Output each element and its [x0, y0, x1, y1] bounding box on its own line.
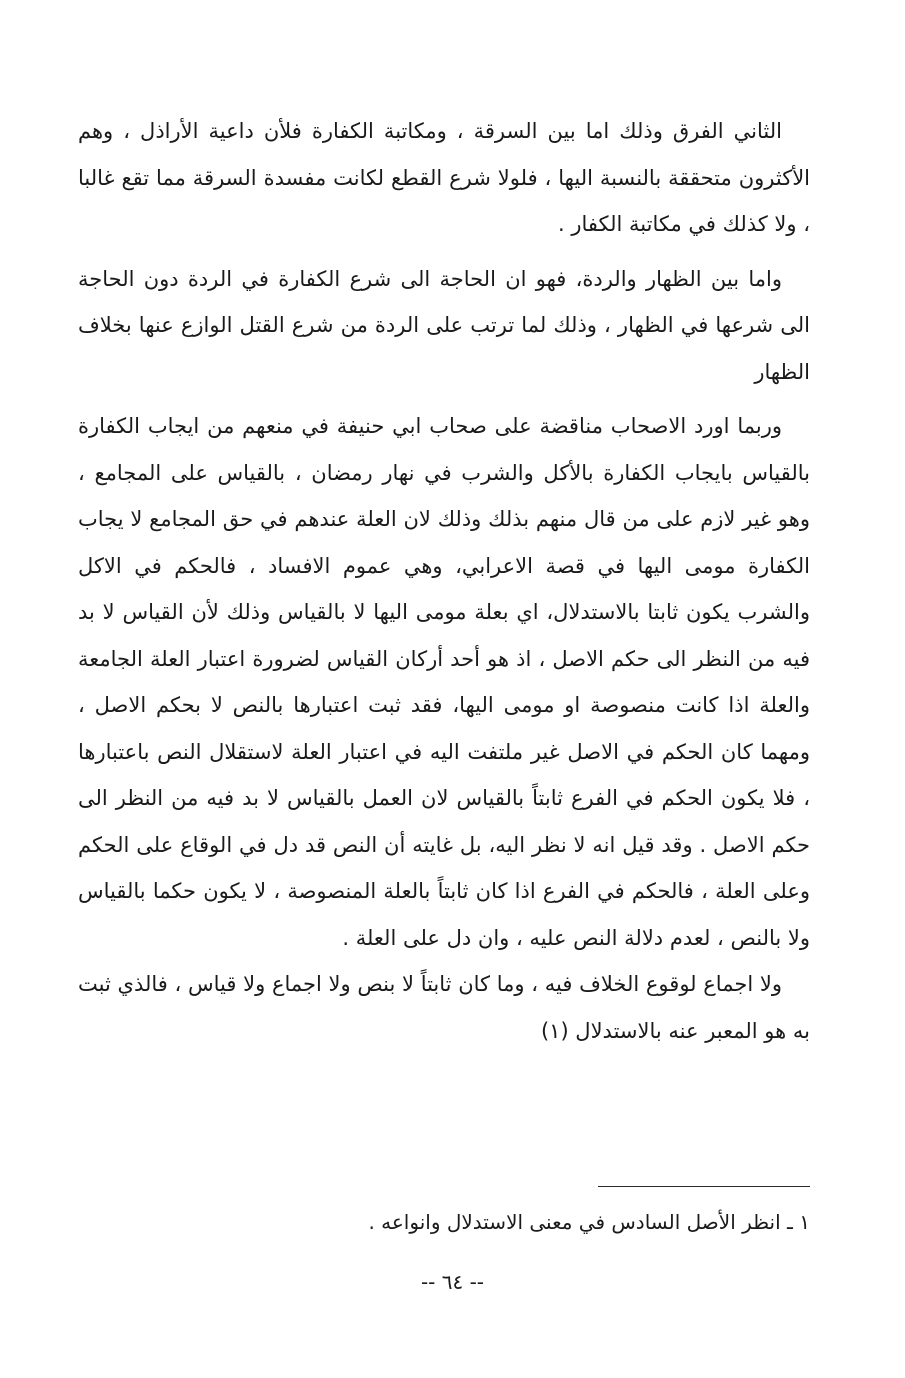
paragraph-1: الثاني الفرق وذلك اما بين السرقة ، ومكاتبة الكفارة فلأن داعية الأراذل ، وهم الأكثرون متحققة بالنسبة اليها ، فلولا شرع القطع لكانت مفسدة السرقة مما تقع غالبا ، ولا كذلك في مكاتبة الكفار .: [78, 119, 810, 236]
main-text-block: [78, 108, 810, 1054]
paragraph-4: ولا اجماع لوقوع الخلاف فيه ، وما كان ثابتاً لا بنص ولا اجماع ولا قياس ، فالذي ثبت به هو المعبر عنه بالاستدلال (١): [78, 972, 810, 1043]
footnote-divider: [598, 1186, 810, 1187]
paragraph-3: وربما اورد الاصحاب مناقضة على صحاب ابي حنيفة في منعهم من ايجاب الكفارة بالقياس بايجاب الكفارة بالأكل والشرب في نهار رمضان ، بالقياس على المجامع ، وهو غير لازم على من قال منهم بذلك وذلك لان العلة عندهم في حق المجامع لا يجاب الكفارة مومى اليها في قصة الاعرابي، وهي عموم الافساد ، فالحكم في الاكل والشرب يكون ثابتا بالاستدلال، اي بعلة مومى اليها لا بالقياس وذلك لأن القياس لا بد فيه من النظر الى حكم الاصل ، اذ هو أحد أركان القياس لضرورة اعتبار العلة الجامعة والعلة اذا كانت منصوصة او مومى اليها، فقد ثبت اعتبارها بالنص لا بحكم الاصل ، ومهما كان الحكم في الاصل غير ملتفت اليه في اعتبار العلة لاستقلال النص باعتبارها ، فلا يكون الحكم في الفرع ثابتاً بالقياس لان العمل بالقياس لا بد فيه من النظر الى حكم الاصل . وقد قيل انه لا نظر اليه، بل غايته أن النص قد دل في الوقاع على الحكم وعلى العلة ، فالحكم في الفرع اذا كان ثابتاً بالعلة المنصوصة ، لا يكون حكما بالقياس ولا بالنص ، لعدم دلالة النص عليه ، وان دل على العلة .: [78, 414, 810, 950]
footnote: ١ ـ انظر الأصل السادس في معنى الاستدلال وانواعه .: [368, 1210, 810, 1234]
paragraph-2: واما بين الظهار والردة، فهو ان الحاجة الى شرع الكفارة في الردة دون الحاجة الى شرعها في الظهار ، وذلك لما ترتب على الردة من شرع القتل الوازع عنها بخلاف الظهار: [78, 266, 810, 384]
page-number: -- ٦٤ --: [420, 1270, 485, 1294]
